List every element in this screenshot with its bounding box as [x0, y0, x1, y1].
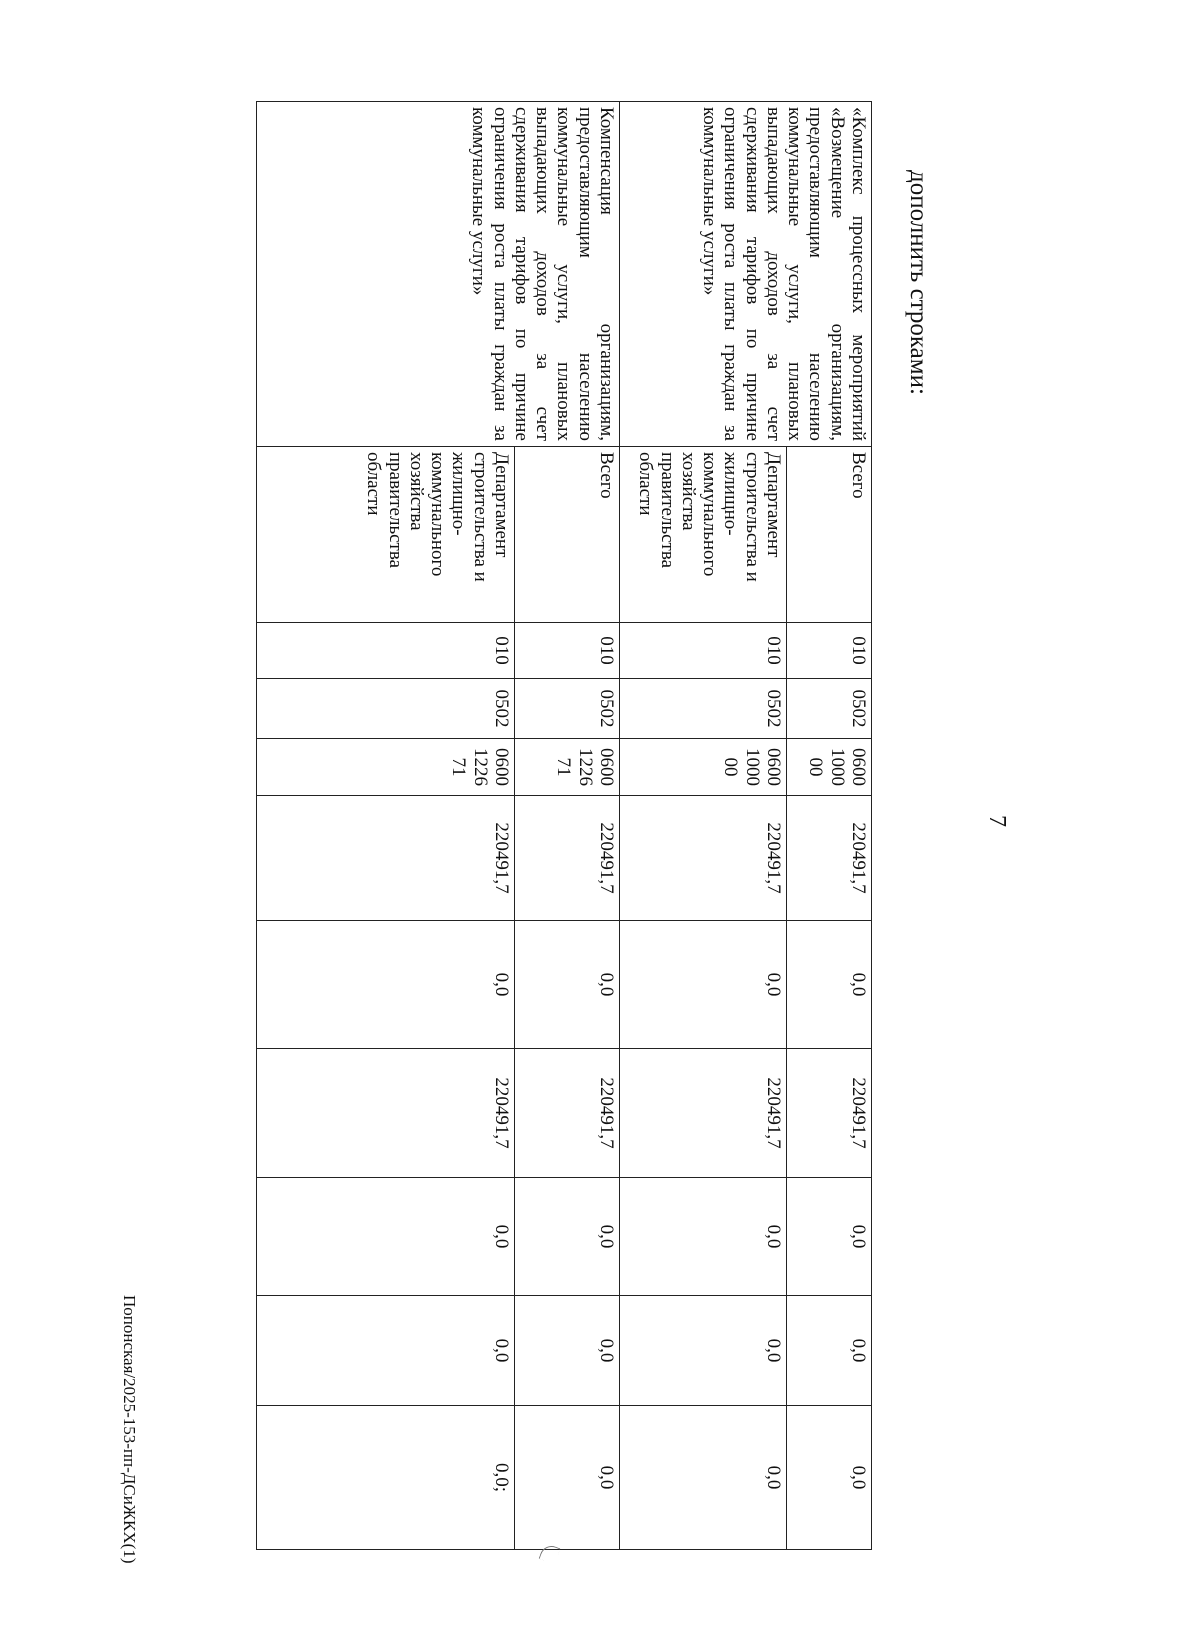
budget-table — [256, 101, 872, 1550]
value-cell: 0,0 — [515, 1178, 620, 1296]
value-cell: 0,0 — [620, 1406, 787, 1550]
value-cell: 0,0 — [515, 1406, 620, 1550]
value-cell: 0,0 — [620, 921, 787, 1049]
csr-cell: 0600122671 — [515, 739, 620, 796]
value-cell: 0,0 — [515, 921, 620, 1049]
executor-cell: Всего — [515, 447, 620, 623]
rzpr-cell: 0502 — [515, 679, 620, 739]
intro-text: дополнить строками: — [905, 170, 932, 395]
csr-cell: 0600100000 — [787, 739, 872, 796]
rzpr-cell: 0502 — [620, 679, 787, 739]
value-cell: 0,0 — [787, 1178, 872, 1296]
value-cell: 220491,7 — [515, 1049, 620, 1178]
grbs-cell: 010 — [620, 623, 787, 679]
value-cell: 0,0 — [620, 1296, 787, 1406]
activity-name-cell: «Комплекс процессных мероприятий «Возмещение организациям, предоставляющим населению коммунальные услуги, плановых выпадающих доходов за счет сдерживания тарифов по причине ограничения роста платы граждан за коммунальные услуги» — [620, 102, 872, 447]
csr-cell: 0600122671 — [257, 739, 515, 796]
value-cell: 220491,7 — [787, 796, 872, 921]
table-row — [515, 102, 620, 1550]
csr-cell: 0600100000 — [620, 739, 787, 796]
value-cell: 0,0 — [620, 1178, 787, 1296]
grbs-cell: 010 — [787, 623, 872, 679]
grbs-cell: 010 — [515, 623, 620, 679]
value-cell: 220491,7 — [787, 1049, 872, 1178]
value-cell: 220491,7 — [515, 796, 620, 921]
value-cell: 0,0 — [787, 921, 872, 1049]
grbs-cell: 010 — [257, 623, 515, 679]
executor-cell: Департамент строительства и жилищно-коммунального хозяйства правительства области — [257, 447, 515, 623]
value-cell: 0,0 — [257, 1296, 515, 1406]
value-cell: 220491,7 — [257, 1049, 515, 1178]
rzpr-cell: 0502 — [787, 679, 872, 739]
rzpr-cell: 0502 — [257, 679, 515, 739]
value-cell: 0,0 — [257, 1178, 515, 1296]
value-cell: 0,0 — [257, 921, 515, 1049]
executor-cell: Всего — [787, 447, 872, 623]
table-row — [787, 102, 872, 1550]
page-number: 7 — [984, 815, 1010, 827]
value-cell: 220491,7 — [620, 1049, 787, 1178]
value-cell: 0,0 — [515, 1296, 620, 1406]
value-cell: 0,0 — [787, 1406, 872, 1550]
value-cell: 0,0; — [257, 1406, 515, 1550]
value-cell: 220491,7 — [620, 796, 787, 921]
value-cell: 220491,7 — [257, 796, 515, 921]
document-code: Попонская/2025-153-пп-ДСиЖКХ(1) — [120, 1295, 139, 1564]
executor-cell: Департамент строительства и жилищно-коммунального хозяйства правительства области — [620, 447, 787, 623]
value-cell: 0,0 — [787, 1296, 872, 1406]
activity-name-cell: Компенсация организациям, предоставляющим населению коммунальные услуги, плановых выпадающих доходов за счет сдерживания тарифов по причине ограничения роста платы граждан за коммунальные услуги» — [257, 102, 620, 447]
